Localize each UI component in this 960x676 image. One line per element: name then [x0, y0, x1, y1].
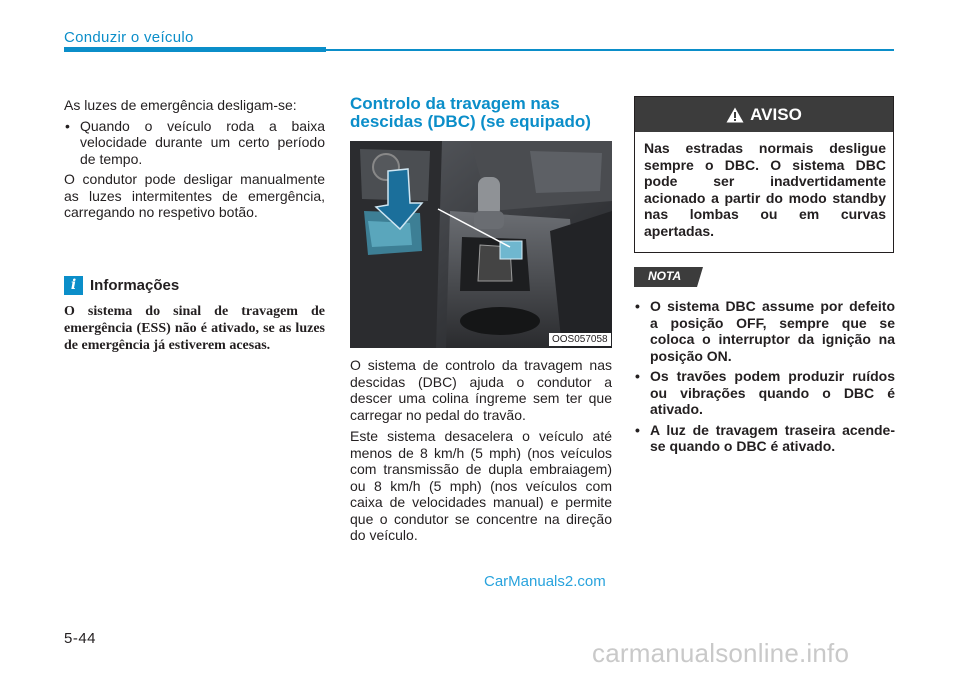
note-tag [634, 267, 703, 287]
intro-text: As luzes de emergência desligam-se: [64, 97, 297, 113]
image-code: OOS057058 [549, 333, 611, 346]
note-item: • O sistema DBC assume por defeito a posição OFF, sempre que se coloca o interruptor da ignição na posição ON. [634, 298, 895, 364]
section-title: Conduzir o veículo [64, 29, 194, 46]
warning-triangle-icon [726, 107, 744, 123]
dbc-heading: Controlo da travagem nas descidas (DBC) (se equipado) [350, 94, 591, 131]
info-heading [64, 276, 325, 298]
warning-text: Nas estradas normais desligue sempre o DBC. O sistema DBC pode ser inadvertidamente acionado a partir do modo standby nas lombas ou em curvas apertadas. [644, 140, 886, 239]
manual-off-paragraph: O condutor pode desligar manualmente as luzes intermitentes de emergência, carregando no respetivo botão. [64, 171, 325, 220]
column-2-body [350, 357, 612, 544]
column-1 [64, 97, 325, 221]
info-label: Informações [90, 277, 180, 294]
note-item: • A luz de travagem traseira acende-se quando o DBC é ativado. [634, 422, 895, 455]
dbc-speed-description: Este sistema desacelera o veículo até menos de 8 km/h (5 mph) (nos veículos com transmissão de dupla embraiagem) ou 8 km/h (5 mph) (nos veículos com caixa de velocidades manual) e permite que o condutor se concentre na direção do veículo. [350, 428, 612, 543]
warning-box [634, 96, 894, 253]
header-rule [326, 49, 894, 51]
page-number: 5-44 [64, 630, 97, 647]
warning-title: AVISO [750, 104, 802, 124]
bullet-low-speed: • Quando o veículo roda a baixa velocidade durante um certo período de tempo. [64, 118, 325, 168]
dbc-description: O sistema de controlo da travagem nas descidas (DBC) ajuda o condutor a descer uma colina íngreme sem ter que carregar no pedal do travão. [350, 357, 612, 423]
dbc-switch-photo [350, 141, 612, 348]
site-watermark[interactable]: carmanualsonline.info [592, 638, 850, 668]
note-list [634, 298, 895, 455]
header-accent-bar [64, 47, 326, 52]
warning-header [635, 97, 893, 132]
note-item: • Os travões podem produzir ruídos ou vibrações quando o DBC é ativado. [634, 368, 895, 418]
car-console-illustration [350, 141, 612, 348]
note-label: NOTA [648, 269, 682, 283]
info-icon: i [64, 276, 83, 295]
info-text: O sistema do sinal de travagem de emergência (ESS) não é ativado, se as luzes de emergência já estiverem acesas. [64, 304, 325, 353]
watermark-text[interactable]: CarManuals2.com [484, 573, 606, 590]
